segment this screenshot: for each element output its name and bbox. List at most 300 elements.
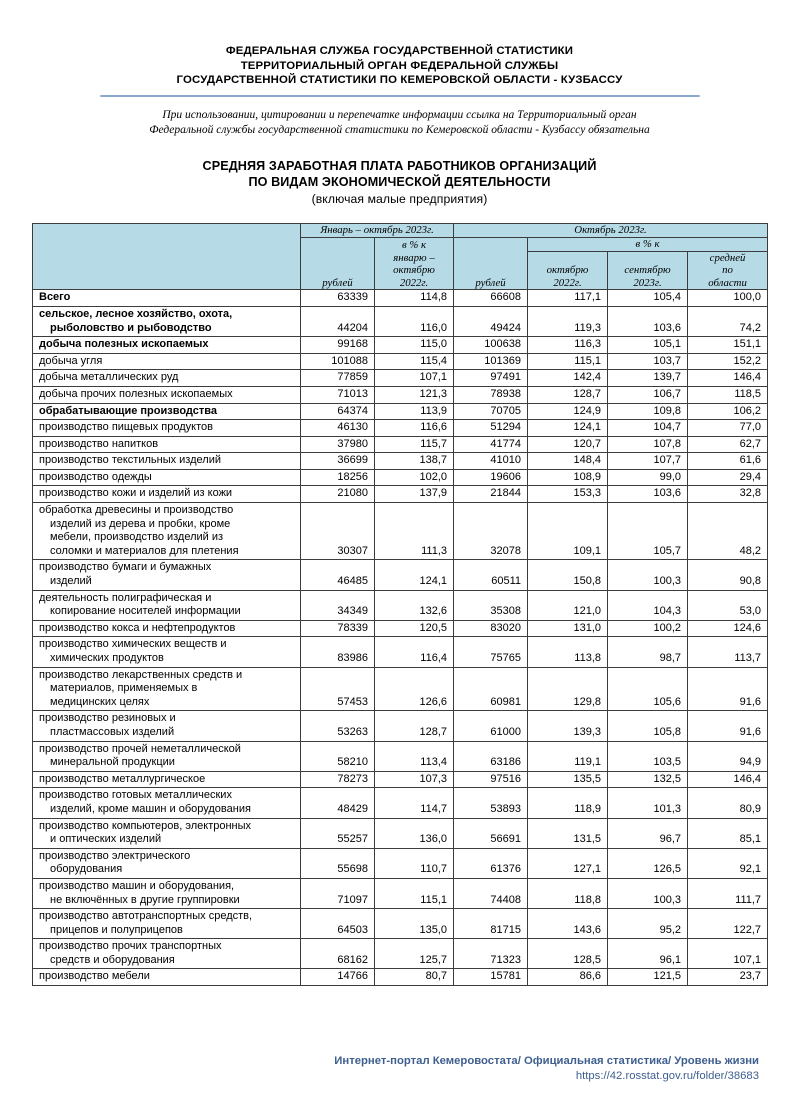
- header-pct-janoct-l3: октябрю: [393, 264, 435, 277]
- row-label: [33, 453, 301, 470]
- row-label-line: минеральной продукции: [50, 756, 175, 769]
- row-value: 104,3: [608, 590, 688, 620]
- row-value: 103,7: [608, 353, 688, 370]
- table-row: [33, 878, 768, 908]
- row-value: 51294: [454, 420, 528, 437]
- row-value: 32,8: [688, 486, 768, 503]
- row-value: 122,7: [688, 909, 768, 939]
- row-value: 151,1: [688, 337, 768, 354]
- row-label: [33, 818, 301, 848]
- row-label: [33, 290, 301, 307]
- row-value: 107,3: [375, 771, 454, 788]
- header-group-oct: Октябрь 2023г.: [454, 224, 768, 238]
- row-value: 58210: [301, 741, 375, 771]
- citation-note-line-2: Федеральной службы государственной статистики по Кемеровской области - Кузбассу обязательна: [149, 123, 650, 136]
- row-label: [33, 848, 301, 878]
- row-value: 41774: [454, 436, 528, 453]
- table-row: [33, 788, 768, 818]
- page-subtitle: (включая малые предприятия): [311, 192, 488, 207]
- table-row: [33, 939, 768, 969]
- table-row: [33, 909, 768, 939]
- row-value: 100638: [454, 337, 528, 354]
- row-value: 105,8: [608, 711, 688, 741]
- row-value: 44204: [301, 306, 375, 336]
- row-value: 113,8: [528, 637, 608, 667]
- header-row-groups: [33, 224, 768, 238]
- row-value: 111,3: [375, 503, 454, 560]
- row-value: 83986: [301, 637, 375, 667]
- row-label: [33, 969, 301, 986]
- row-label-line: производство кожи и изделий из кожи: [39, 487, 233, 500]
- row-value: 100,2: [608, 620, 688, 637]
- row-label-line: производство металлургическое: [39, 772, 206, 785]
- row-value: 120,7: [528, 436, 608, 453]
- table-row: [33, 848, 768, 878]
- row-label-line: прицепов и полуприцепов: [50, 923, 183, 936]
- table-row: [33, 370, 768, 387]
- row-value: 23,7: [688, 969, 768, 986]
- row-value: 49424: [454, 306, 528, 336]
- header-oct2022-l2: 2022г.: [553, 276, 582, 289]
- row-label-line: пластмассовых изделий: [50, 725, 175, 738]
- row-label-line: оборудования: [50, 863, 123, 876]
- row-value: 100,3: [608, 878, 688, 908]
- row-value: 139,3: [528, 711, 608, 741]
- row-value: 118,9: [528, 788, 608, 818]
- row-value: 62,7: [688, 436, 768, 453]
- header-avg-l3: области: [708, 276, 747, 289]
- row-value: 103,6: [608, 486, 688, 503]
- row-value: 110,7: [375, 848, 454, 878]
- row-value: 29,4: [688, 469, 768, 486]
- header-sep2023-l2: 2023г.: [633, 276, 662, 289]
- row-value: 107,1: [375, 370, 454, 387]
- row-value: 120,5: [375, 620, 454, 637]
- row-label-line: соломки и материалов для плетения: [50, 544, 239, 557]
- row-value: 60981: [454, 667, 528, 711]
- row-value: 111,7: [688, 878, 768, 908]
- table-row: [33, 306, 768, 336]
- row-value: 109,1: [528, 503, 608, 560]
- row-label-line: добыча прочих полезных ископаемых: [39, 387, 233, 400]
- table-row: [33, 667, 768, 711]
- row-label-line: обработка древесины и производство: [39, 504, 234, 517]
- row-value: 125,7: [375, 939, 454, 969]
- row-value: 138,7: [375, 453, 454, 470]
- row-value: 115,7: [375, 436, 454, 453]
- table-row: [33, 711, 768, 741]
- row-value: 118,8: [528, 878, 608, 908]
- row-value: 71323: [454, 939, 528, 969]
- header-divider-rule: [100, 95, 700, 97]
- row-value: 115,1: [528, 353, 608, 370]
- table-row: [33, 637, 768, 667]
- page-title: [0, 158, 799, 208]
- row-value: 106,2: [688, 403, 768, 420]
- row-value: 114,8: [375, 290, 454, 307]
- row-label-line: медицинских целях: [50, 695, 150, 708]
- row-label: [33, 386, 301, 403]
- row-label-line: химических продуктов: [50, 652, 164, 664]
- row-label-line: производство текстильных изделий: [39, 454, 221, 467]
- row-label-line: рыболовство и рыбоводство: [50, 321, 212, 334]
- table-row: [33, 560, 768, 590]
- table-row: [33, 469, 768, 486]
- row-value: 114,7: [375, 788, 454, 818]
- row-value: 36699: [301, 453, 375, 470]
- row-value: 116,3: [528, 337, 608, 354]
- row-value: 85,1: [688, 818, 768, 848]
- row-label: [33, 741, 301, 771]
- table-row: [33, 741, 768, 771]
- row-value: 86,6: [528, 969, 608, 986]
- row-value: 128,5: [528, 939, 608, 969]
- row-value: 41010: [454, 453, 528, 470]
- row-value: 153,3: [528, 486, 608, 503]
- table-row: [33, 453, 768, 470]
- table-row: [33, 620, 768, 637]
- row-label-line: производство резиновых и: [39, 712, 176, 725]
- row-value: 124,6: [688, 620, 768, 637]
- masthead-line-2: ТЕРРИТОРИАЛЬНЫЙ ОРГАН ФЕДЕРАЛЬНОЙ СЛУЖБЫ: [240, 59, 559, 72]
- row-value: 126,5: [608, 848, 688, 878]
- row-label: [33, 337, 301, 354]
- row-value: 48,2: [688, 503, 768, 560]
- table-row: [33, 290, 768, 307]
- row-value: 34349: [301, 590, 375, 620]
- row-value: 95,2: [608, 909, 688, 939]
- row-value: 37980: [301, 436, 375, 453]
- row-value: 117,1: [528, 290, 608, 307]
- row-value: 18256: [301, 469, 375, 486]
- row-value: 77859: [301, 370, 375, 387]
- row-value: 113,7: [688, 637, 768, 667]
- row-value: 75765: [454, 637, 528, 667]
- row-label-line: производство прочей неметаллической: [39, 742, 241, 755]
- header-oct2022-l1: октябрю: [546, 264, 589, 277]
- row-value: 99,0: [608, 469, 688, 486]
- row-label-line: средств и оборудования: [50, 953, 175, 966]
- row-value: 103,6: [608, 306, 688, 336]
- row-value: 142,4: [528, 370, 608, 387]
- row-label: [33, 771, 301, 788]
- row-value: 128,7: [375, 711, 454, 741]
- row-value: 105,4: [608, 290, 688, 307]
- row-value: 78339: [301, 620, 375, 637]
- header-cell-region-average: [688, 251, 768, 290]
- row-value: 116,6: [375, 420, 454, 437]
- page-footer: [0, 1054, 799, 1084]
- row-label: [33, 486, 301, 503]
- row-label: [33, 620, 301, 637]
- row-value: 124,1: [375, 560, 454, 590]
- row-label-line: производство машин и оборудования,: [39, 879, 235, 892]
- row-value: 94,9: [688, 741, 768, 771]
- row-value: 102,0: [375, 469, 454, 486]
- row-value: 64503: [301, 909, 375, 939]
- row-value: 46130: [301, 420, 375, 437]
- row-value: 116,4: [375, 637, 454, 667]
- table-row: [33, 818, 768, 848]
- row-label: [33, 353, 301, 370]
- row-value: 91,6: [688, 711, 768, 741]
- header-avg-l2: по: [722, 264, 733, 277]
- row-label-line: производство напитков: [39, 437, 159, 450]
- table-row: [33, 771, 768, 788]
- table-row: [33, 436, 768, 453]
- row-value: 101369: [454, 353, 528, 370]
- row-value: 71097: [301, 878, 375, 908]
- row-label-line: производство химических веществ и: [39, 638, 227, 651]
- header-group-pct-oct: в % к: [528, 237, 768, 251]
- row-value: 135,5: [528, 771, 608, 788]
- row-value: 100,3: [608, 560, 688, 590]
- row-value: 104,7: [608, 420, 688, 437]
- row-label: [33, 420, 301, 437]
- table-row: [33, 353, 768, 370]
- row-value: 53263: [301, 711, 375, 741]
- table-row: [33, 590, 768, 620]
- row-label: [33, 403, 301, 420]
- table-row: [33, 386, 768, 403]
- row-value: 118,5: [688, 386, 768, 403]
- row-value: 131,0: [528, 620, 608, 637]
- row-value: 105,6: [608, 667, 688, 711]
- masthead: [0, 0, 799, 88]
- row-value: 106,7: [608, 386, 688, 403]
- row-label-line: изделий, кроме машин и оборудования: [50, 802, 251, 815]
- table-row: [33, 420, 768, 437]
- row-value: 78938: [454, 386, 528, 403]
- row-value: 96,1: [608, 939, 688, 969]
- row-value: 136,0: [375, 818, 454, 848]
- row-value: 105,7: [608, 503, 688, 560]
- row-value: 68162: [301, 939, 375, 969]
- masthead-line-3: ГОСУДАРСТВЕННОЙ СТАТИСТИКИ ПО КЕМЕРОВСКОЙ ОБЛАСТИ - КУЗБАССУ: [176, 74, 623, 87]
- row-label: [33, 939, 301, 969]
- row-value: 113,9: [375, 403, 454, 420]
- row-label-line: производство компьютеров, электронных: [39, 819, 252, 832]
- row-value: 60511: [454, 560, 528, 590]
- row-label: [33, 878, 301, 908]
- statistics-table: [32, 223, 768, 986]
- row-value: 92,1: [688, 848, 768, 878]
- row-value: 64374: [301, 403, 375, 420]
- header-cell-pct-janoct2022: [375, 237, 454, 289]
- row-label: [33, 370, 301, 387]
- header-cell-rubles-janoct: рублей: [301, 237, 375, 289]
- row-value: 55698: [301, 848, 375, 878]
- row-value: 57453: [301, 667, 375, 711]
- row-value: 74,2: [688, 306, 768, 336]
- row-label-line: сельское, лесное хозяйство, охота,: [39, 307, 233, 320]
- table-head: [33, 224, 768, 290]
- row-value: 121,5: [608, 969, 688, 986]
- row-label: [33, 590, 301, 620]
- row-value: 126,6: [375, 667, 454, 711]
- row-value: 101,3: [608, 788, 688, 818]
- row-value: 107,7: [608, 453, 688, 470]
- header-sep2023-l1: сентябрю: [624, 264, 671, 277]
- header-cell-rubles-oct: рублей: [454, 237, 528, 289]
- row-value: 101088: [301, 353, 375, 370]
- row-label-line: Всего: [39, 291, 71, 304]
- row-label-line: и оптических изделий: [50, 833, 162, 846]
- row-value: 55257: [301, 818, 375, 848]
- header-group-jan-oct: Январь – октябрь 2023г.: [301, 224, 454, 238]
- row-label: [33, 503, 301, 560]
- row-value: 137,9: [375, 486, 454, 503]
- table-body: [33, 290, 768, 986]
- row-value: 53,0: [688, 590, 768, 620]
- row-value: 46485: [301, 560, 375, 590]
- row-value: 99168: [301, 337, 375, 354]
- row-label-line: производство пищевых продуктов: [39, 421, 213, 434]
- row-value: 98,7: [608, 637, 688, 667]
- row-value: 103,5: [608, 741, 688, 771]
- row-value: 109,8: [608, 403, 688, 420]
- row-value: 116,0: [375, 306, 454, 336]
- row-label: [33, 667, 301, 711]
- row-value: 107,8: [608, 436, 688, 453]
- row-value: 63186: [454, 741, 528, 771]
- row-label-line: добыча металлических руд: [39, 371, 179, 384]
- row-value: 71013: [301, 386, 375, 403]
- citation-note: [0, 108, 799, 138]
- row-value: 115,4: [375, 353, 454, 370]
- citation-note-line-1: При использовании, цитировании и перепечатке информации ссылка на Территориальный орган: [162, 108, 637, 121]
- row-value: 35308: [454, 590, 528, 620]
- row-value: 135,0: [375, 909, 454, 939]
- row-value: 97516: [454, 771, 528, 788]
- row-label-line: не включённых в другие группировки: [50, 893, 240, 906]
- row-value: 66608: [454, 290, 528, 307]
- header-cell-oct-2022: [528, 251, 608, 290]
- row-value: 48429: [301, 788, 375, 818]
- row-value: 148,4: [528, 453, 608, 470]
- row-value: 19606: [454, 469, 528, 486]
- row-label: [33, 637, 301, 667]
- table-row: [33, 337, 768, 354]
- row-value: 119,1: [528, 741, 608, 771]
- row-value: 139,7: [608, 370, 688, 387]
- header-avg-l1: средней: [709, 251, 746, 264]
- header-pct-janoct-l2: январю –: [393, 251, 435, 264]
- row-value: 150,8: [528, 560, 608, 590]
- statistics-table-wrapper: [32, 223, 767, 986]
- row-label-line: производство автотранспортных средств,: [39, 910, 253, 923]
- row-value: 107,1: [688, 939, 768, 969]
- header-pct-janoct-l1: в % к: [401, 238, 427, 251]
- header-cell-corner: [33, 224, 301, 290]
- row-label-line: копирование носителей информации: [50, 605, 241, 618]
- row-value: 100,0: [688, 290, 768, 307]
- row-label-line: производство электрического: [39, 849, 191, 862]
- row-value: 80,7: [375, 969, 454, 986]
- row-value: 74408: [454, 878, 528, 908]
- row-value: 146,4: [688, 370, 768, 387]
- row-label: [33, 469, 301, 486]
- row-label: [33, 306, 301, 336]
- row-value: 91,6: [688, 667, 768, 711]
- row-value: 90,8: [688, 560, 768, 590]
- row-value: 132,6: [375, 590, 454, 620]
- row-value: 121,3: [375, 386, 454, 403]
- row-value: 143,6: [528, 909, 608, 939]
- row-label-line: производство прочих транспортных: [39, 940, 222, 953]
- row-label-line: деятельность полиграфическая и: [39, 591, 212, 604]
- row-value: 30307: [301, 503, 375, 560]
- footer-url[interactable]: https://42.rosstat.gov.ru/folder/38683: [575, 1070, 759, 1082]
- row-value: 83020: [454, 620, 528, 637]
- table-row: [33, 969, 768, 986]
- row-value: 132,5: [608, 771, 688, 788]
- row-label-line: мебели, производство изделий из: [50, 531, 224, 544]
- page-title-line-2: ПО ВИДАМ ЭКОНОМИЧЕСКОЙ ДЕЯТЕЛЬНОСТИ: [248, 175, 551, 190]
- row-value: 14766: [301, 969, 375, 986]
- row-label-line: добыча угля: [39, 354, 103, 367]
- row-value: 124,1: [528, 420, 608, 437]
- row-label-line: производство готовых металлических: [39, 789, 232, 802]
- row-value: 80,9: [688, 788, 768, 818]
- row-label: [33, 909, 301, 939]
- page-title-line-1: СРЕДНЯЯ ЗАРАБОТНАЯ ПЛАТА РАБОТНИКОВ ОРГАНИЗАЦИЙ: [202, 159, 597, 174]
- row-value: 113,4: [375, 741, 454, 771]
- footer-portal-text: Интернет-портал Кемеровостата/ Официальная статистика/ Уровень жизни: [334, 1055, 759, 1067]
- row-value: 61,6: [688, 453, 768, 470]
- row-value: 119,3: [528, 306, 608, 336]
- row-value: 56691: [454, 818, 528, 848]
- row-value: 21844: [454, 486, 528, 503]
- row-value: 131,5: [528, 818, 608, 848]
- row-label: [33, 436, 301, 453]
- row-value: 70705: [454, 403, 528, 420]
- table-row: [33, 486, 768, 503]
- row-label-line: производство кокса и нефтепродуктов: [39, 621, 236, 634]
- row-label-line: производство мебели: [39, 970, 150, 983]
- row-value: 61000: [454, 711, 528, 741]
- row-label-line: обрабатывающие производства: [39, 404, 217, 417]
- row-value: 96,7: [608, 818, 688, 848]
- row-value: 77,0: [688, 420, 768, 437]
- row-value: 81715: [454, 909, 528, 939]
- masthead-line-1: ФЕДЕРАЛЬНАЯ СЛУЖБА ГОСУДАРСТВЕННОЙ СТАТИСТИКИ: [225, 45, 574, 57]
- row-value: 97491: [454, 370, 528, 387]
- row-label-line: изделий: [50, 575, 92, 588]
- row-label-line: изделий из дерева и пробки, кроме: [50, 517, 231, 530]
- row-value: 61376: [454, 848, 528, 878]
- row-value: 127,1: [528, 848, 608, 878]
- row-value: 15781: [454, 969, 528, 986]
- row-label: [33, 560, 301, 590]
- row-label: [33, 788, 301, 818]
- row-value: 124,9: [528, 403, 608, 420]
- row-value: 115,0: [375, 337, 454, 354]
- row-value: 121,0: [528, 590, 608, 620]
- row-value: 78273: [301, 771, 375, 788]
- table-row: [33, 503, 768, 560]
- row-value: 128,7: [528, 386, 608, 403]
- row-label-line: добыча полезных ископаемых: [39, 338, 209, 351]
- row-value: 129,8: [528, 667, 608, 711]
- row-value: 115,1: [375, 878, 454, 908]
- row-value: 53893: [454, 788, 528, 818]
- row-label-line: производство одежды: [39, 470, 152, 483]
- row-value: 152,2: [688, 353, 768, 370]
- row-value: 146,4: [688, 771, 768, 788]
- header-pct-janoct-l4: 2022г.: [399, 276, 429, 289]
- row-value: 21080: [301, 486, 375, 503]
